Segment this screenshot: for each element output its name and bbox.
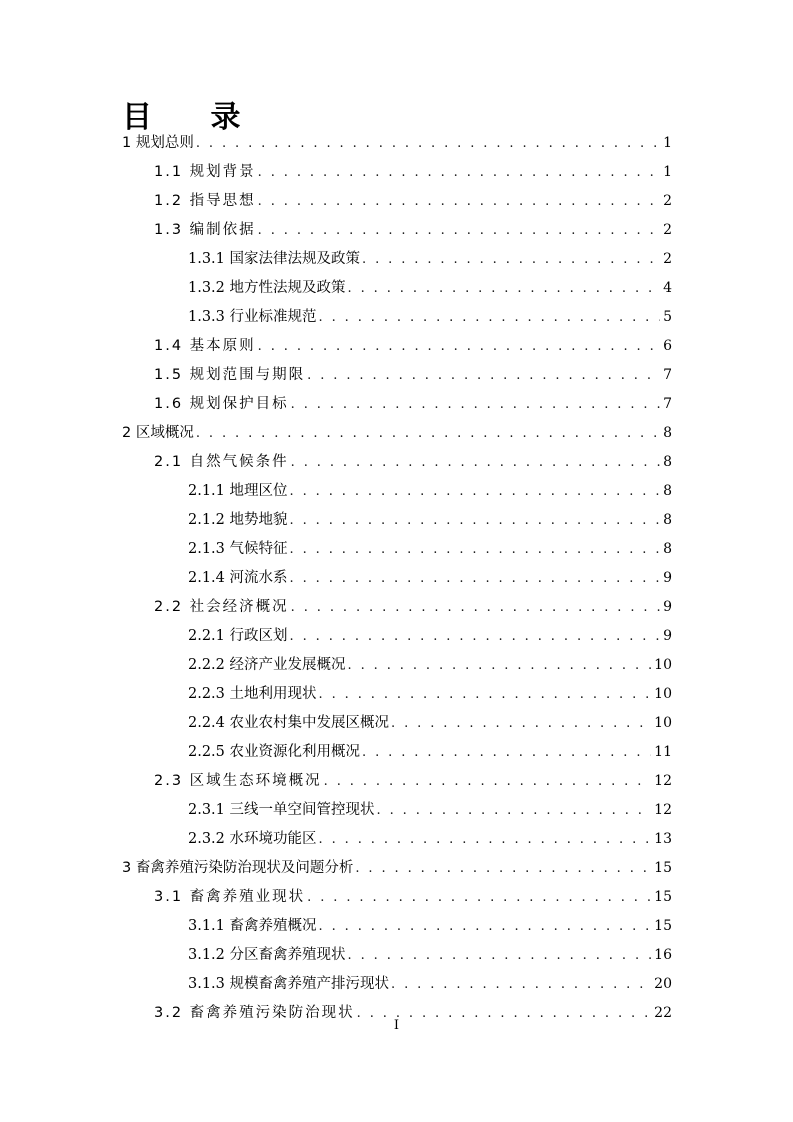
dot-leader	[307, 887, 651, 909]
dot-leader	[290, 626, 661, 648]
toc-entry-label: 2.3.2 水环境功能区	[188, 831, 317, 847]
toc-entry-page: 7	[663, 367, 672, 383]
toc-entry-page: 20	[654, 976, 672, 992]
toc-entry[interactable]	[188, 277, 672, 299]
dot-leader	[258, 191, 660, 213]
toc-entry-label: 3.1.1 畜禽养殖概况	[188, 918, 317, 934]
dot-leader	[391, 974, 651, 996]
dot-leader	[362, 249, 660, 271]
toc-entry-label: 3.1.2 分区畜禽养殖现状	[188, 947, 346, 963]
toc-entry-label: 2.1.3 气候特征	[188, 541, 288, 557]
dot-leader	[319, 916, 652, 938]
page-number: I	[393, 1018, 400, 1033]
dot-leader	[291, 394, 660, 416]
toc-entry[interactable]	[154, 596, 672, 618]
toc-entry-page: 4	[663, 280, 672, 296]
toc-entry-label: 2.1.2 地势地貌	[188, 512, 288, 528]
toc-entry-page: 13	[654, 831, 672, 847]
dot-leader	[391, 713, 651, 735]
toc-entry-page: 10	[654, 686, 672, 702]
toc-entry-page: 9	[663, 599, 672, 615]
toc-entry-label: 2.2.5 农业资源化利用概况	[188, 744, 361, 760]
toc-entry-label: 2.2 社会经济概况	[154, 599, 289, 615]
toc-entry-page: 15	[654, 860, 672, 876]
dot-leader	[291, 452, 660, 474]
toc-entry[interactable]	[154, 393, 672, 415]
toc-entry-label: 1.1 规划背景	[154, 164, 256, 180]
toc-entry-page: 5	[663, 309, 672, 325]
dot-leader	[348, 655, 652, 677]
toc-entry[interactable]	[122, 857, 672, 879]
toc-entry-label: 2.3.1 三线一单空间管控现状	[188, 802, 375, 818]
toc-entry[interactable]	[154, 770, 672, 792]
toc-entry-page: 2	[663, 222, 672, 238]
dot-leader	[319, 684, 652, 706]
toc-entry[interactable]	[188, 538, 672, 560]
toc-entry[interactable]	[188, 654, 672, 676]
toc-entry-page: 1	[663, 135, 672, 151]
toc-entry-page: 6	[663, 338, 672, 354]
toc-entry-page: 8	[663, 541, 672, 557]
toc-title: 目 录	[122, 100, 265, 135]
toc-entry[interactable]	[154, 451, 672, 473]
dot-leader	[324, 771, 652, 793]
toc-entry-page: 11	[654, 744, 672, 760]
toc-entry-label: 1.3.1 国家法律法规及政策	[188, 251, 361, 267]
toc-entry[interactable]	[188, 625, 672, 647]
toc-entry-page: 22	[654, 1005, 672, 1021]
toc-entry-page: 2	[663, 193, 672, 209]
toc-entry-page: 8	[663, 512, 672, 528]
toc-entry-page: 10	[654, 657, 672, 673]
dot-leader	[307, 365, 660, 387]
toc-entry[interactable]	[154, 190, 672, 212]
toc-entry-label: 1.2 指导思想	[154, 193, 256, 209]
toc-entry[interactable]	[154, 335, 672, 357]
toc-entry-label: 3.2 畜禽养殖污染防治现状	[154, 1005, 355, 1021]
toc-entry-label: 2.1.1 地理区位	[188, 483, 288, 499]
toc-entry[interactable]	[188, 509, 672, 531]
toc-entry-page: 12	[654, 773, 672, 789]
toc-entry[interactable]	[188, 741, 672, 763]
toc-entry[interactable]	[188, 567, 672, 589]
toc-entry-label: 2.1.4 河流水系	[188, 570, 288, 586]
toc-entry-label: 3.1 畜禽养殖业现状	[154, 889, 306, 905]
toc-entry[interactable]	[188, 944, 672, 966]
toc-entry-label: 2.2.4 农业农村集中发展区概况	[188, 715, 390, 731]
toc-entry[interactable]	[188, 915, 672, 937]
toc-entry[interactable]	[122, 422, 672, 444]
toc-entry[interactable]	[188, 799, 672, 821]
toc-entry-label: 2.3 区域生态环境概况	[154, 773, 322, 789]
toc-entry-label: 1.3 编制依据	[154, 222, 256, 238]
toc-entry-page: 1	[663, 164, 672, 180]
toc-entry-page: 9	[663, 628, 672, 644]
toc-entry-label: 2.2.3 土地利用现状	[188, 686, 317, 702]
dot-leader	[290, 481, 661, 503]
toc-entry-page: 15	[654, 918, 672, 934]
toc-entry-page: 7	[663, 396, 672, 412]
toc-entry-label: 1.3.2 地方性法规及政策	[188, 280, 346, 296]
toc-entry[interactable]	[154, 161, 672, 183]
toc-entry-page: 15	[654, 889, 672, 905]
toc-entry-label: 2 区域概况	[122, 425, 194, 441]
toc-entry-label: 1.6 规划保护目标	[154, 396, 289, 412]
dot-leader	[362, 742, 651, 764]
toc-entry-page: 9	[663, 570, 672, 586]
toc-entry-label: 3 畜禽养殖污染防治现状及问题分析	[122, 860, 354, 876]
toc-entry[interactable]	[122, 132, 672, 154]
dot-leader	[290, 539, 661, 561]
toc-entry-label: 2.2.2 经济产业发展概况	[188, 657, 346, 673]
toc-entry[interactable]	[188, 306, 672, 328]
toc-entry-label: 2.1 自然气候条件	[154, 454, 289, 470]
toc-entry-page: 12	[654, 802, 672, 818]
toc-entry[interactable]	[188, 480, 672, 502]
toc-entry-page: 8	[663, 425, 672, 441]
dot-leader	[355, 858, 651, 880]
toc-entry[interactable]	[154, 886, 672, 908]
toc-entry-label: 2.2.1 行政区划	[188, 628, 288, 644]
toc-entry-label: 1.4 基本原则	[154, 338, 256, 354]
toc-entry[interactable]	[188, 973, 672, 995]
dot-leader	[319, 307, 661, 329]
toc-entry[interactable]	[188, 248, 672, 270]
dot-leader	[196, 133, 660, 155]
toc-entry-label: 1.3.3 行业标准规范	[188, 309, 317, 325]
toc-entry[interactable]	[154, 219, 672, 241]
dot-leader	[348, 278, 661, 300]
dot-leader	[319, 829, 652, 851]
dot-leader	[258, 162, 660, 184]
toc-entry-page: 8	[663, 483, 672, 499]
dot-leader	[290, 568, 661, 590]
toc-entry-label: 3.1.3 规模畜禽养殖产排污现状	[188, 976, 390, 992]
dot-leader	[348, 945, 652, 967]
dot-leader	[290, 510, 661, 532]
toc-entry[interactable]	[188, 683, 672, 705]
dot-leader	[258, 336, 660, 358]
toc-entry[interactable]	[154, 364, 672, 386]
toc-entry-page: 16	[654, 947, 672, 963]
toc-entry[interactable]	[188, 828, 672, 850]
toc-entry[interactable]	[188, 712, 672, 734]
dot-leader	[196, 423, 660, 445]
dot-leader	[291, 597, 660, 619]
dot-leader	[258, 220, 660, 242]
toc-entry-page: 2	[663, 251, 672, 267]
dot-leader	[377, 800, 652, 822]
toc-entry-label: 1 规划总则	[122, 135, 194, 151]
toc-entry-page: 8	[663, 454, 672, 470]
toc-entry-page: 10	[654, 715, 672, 731]
toc-entry-label: 1.5 规划范围与期限	[154, 367, 306, 383]
